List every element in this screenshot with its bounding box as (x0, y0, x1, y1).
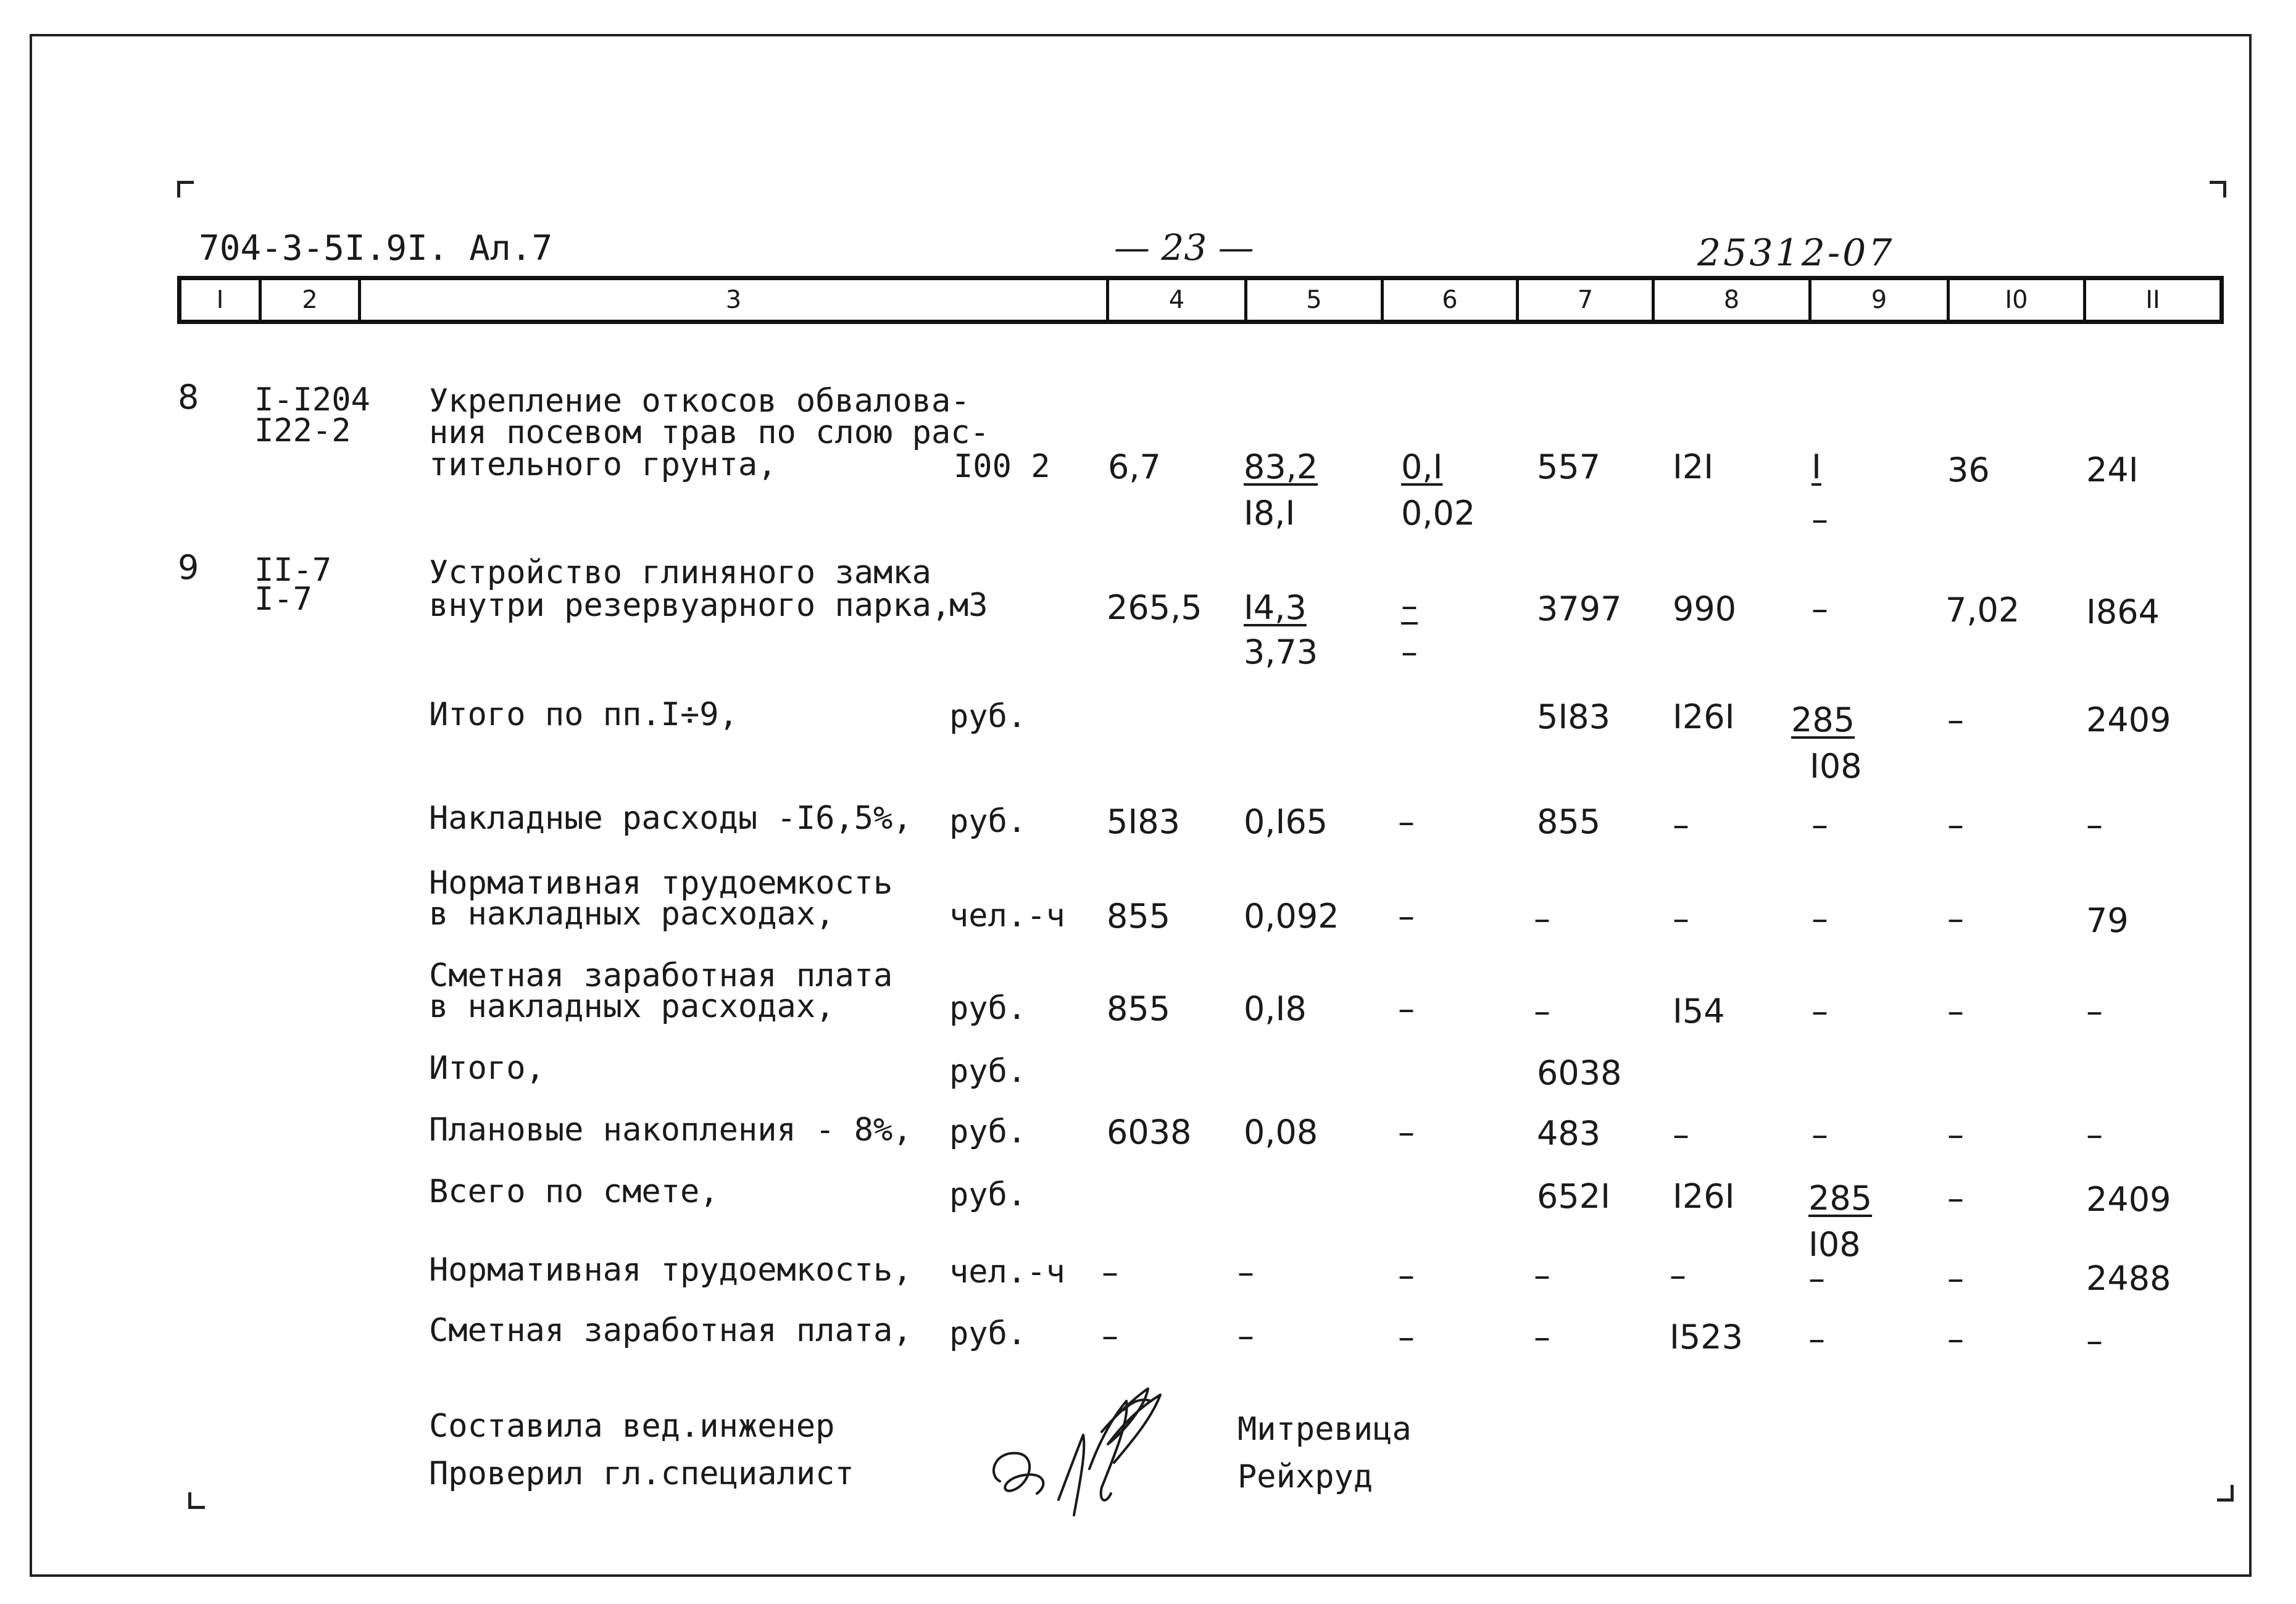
page-number: — 23 — (1114, 226, 1254, 268)
total-unit: руб. (949, 698, 1027, 735)
compiled-by-label: Составила вед.инженер (429, 1408, 835, 1445)
wage-overhead-col-9: – (1811, 992, 1828, 1031)
subtotal-label: Итого, (429, 1050, 545, 1087)
row-9-col-8: 990 (1673, 589, 1737, 628)
total-col-11: 2409 (2086, 700, 2171, 739)
total-col-9-top: 285 (1791, 700, 1855, 739)
row-9-code-1: II-7 (254, 552, 332, 589)
subtotal-col-7: 6038 (1537, 1053, 1622, 1092)
column-header-7: 7 (1519, 280, 1655, 320)
total-col-9-bottom: I08 (1810, 747, 1862, 786)
column-header-8: 8 (1655, 280, 1811, 320)
row-9-unit: м3 (949, 587, 988, 624)
labor-total-col-9: – (1808, 1259, 1825, 1298)
grand-total-col-9-bottom: I08 (1808, 1225, 1861, 1264)
grand-total-col-7: 652I (1537, 1177, 1610, 1216)
overhead-col-8: – (1673, 805, 1689, 844)
labor-overhead-unit: чел.-ч (949, 897, 1065, 934)
document-code: 704-3-5I.9I. Ал.7 (199, 228, 553, 268)
wage-total-col-4: – (1102, 1316, 1118, 1355)
row-8-col-11: 24I (2086, 451, 2139, 489)
labor-overhead-label-2: в накладных расходах, (429, 895, 835, 933)
handwritten-signature (975, 1376, 1197, 1531)
overhead-unit: руб. (949, 803, 1027, 840)
row-9-col-11: I864 (2086, 592, 2160, 631)
row-8-code-2: I22-2 (254, 412, 351, 449)
row-8-col-6-top: 0,I (1401, 447, 1443, 486)
column-header-1: I (181, 280, 262, 320)
labor-overhead-col-6: – (1398, 897, 1415, 936)
subtotal-unit: руб. (949, 1053, 1027, 1090)
planned-col-6: – (1398, 1113, 1415, 1152)
column-header-6: 6 (1384, 280, 1519, 320)
labor-overhead-label-1: Нормативная трудоемкость (429, 865, 893, 902)
wage-overhead-col-5: 0,I8 (1244, 989, 1307, 1028)
row-8-description-2: ния посевом трав по слою рас- (429, 414, 989, 451)
row-9-col-5-top: I4,3 (1244, 588, 1307, 627)
labor-overhead-col-9: – (1811, 899, 1828, 938)
wage-total-col-10: – (1947, 1319, 1964, 1358)
labor-total-col-7: – (1534, 1256, 1550, 1295)
labor-total-col-11: 2488 (2086, 1259, 2171, 1298)
wage-overhead-col-4: 855 (1107, 989, 1171, 1028)
grand-total-col-9-top: 285 (1808, 1179, 1873, 1218)
overhead-col-7: 855 (1537, 802, 1601, 841)
row-9-description-1: Устройство глиняного замка (429, 554, 931, 591)
corner-mark-bottom-left (188, 1492, 205, 1509)
planned-col-9: – (1811, 1115, 1828, 1154)
row-8-code-1: I-I204 (254, 381, 370, 418)
wage-total-col-5: – (1237, 1316, 1254, 1355)
labor-total-col-10: – (1947, 1259, 1964, 1298)
row-8-col-5-bottom: I8,I (1244, 494, 1296, 533)
column-header-5: 5 (1247, 280, 1384, 320)
labor-total-label: Нормативная трудоемкость, (429, 1252, 912, 1289)
column-header-10: I0 (1950, 280, 2086, 320)
planned-col-7: 483 (1537, 1114, 1601, 1153)
wage-total-col-6: – (1398, 1318, 1415, 1357)
total-label: Итого по пп.I÷9, (429, 696, 738, 733)
overhead-col-4: 5I83 (1107, 802, 1180, 841)
wage-overhead-label-1: Сметная заработная плата (429, 957, 893, 994)
overhead-col-5: 0,I65 (1244, 802, 1328, 841)
wage-overhead-col-11: – (2086, 992, 2103, 1031)
column-header-3: 3 (361, 280, 1109, 320)
total-col-7: 5I83 (1537, 697, 1610, 736)
wage-total-col-8: I523 (1670, 1318, 1743, 1357)
row-9-col-4: 265,5 (1107, 588, 1202, 627)
overhead-col-10: – (1947, 805, 1964, 844)
overhead-col-11: – (2086, 805, 2103, 844)
grand-total-col-11: 2409 (2086, 1180, 2171, 1219)
checked-by-name: Рейхруд (1237, 1458, 1373, 1495)
labor-overhead-col-8: – (1673, 899, 1689, 938)
row-8-col-6-bottom: 0,02 (1401, 494, 1476, 533)
row-8-col-9-top: I (1811, 447, 1821, 486)
row-9-col-10: 7,02 (1945, 591, 2020, 630)
total-col-10: – (1947, 700, 1964, 739)
row-9-col-7: 3797 (1537, 589, 1622, 628)
row-9-code-2: I-7 (254, 581, 312, 618)
grand-total-label: Всего по смете, (429, 1173, 719, 1210)
wage-total-col-7: – (1534, 1318, 1550, 1357)
labor-total-col-5: – (1237, 1253, 1254, 1292)
wage-overhead-label-2: в накладных расходах, (429, 988, 835, 1025)
planned-label: Плановые накопления - 8%, (429, 1112, 912, 1149)
row-8-description-1: Укрепление откосов обвалова- (429, 383, 970, 420)
checked-by-label: Проверил гл.специалист (429, 1455, 854, 1492)
column-header-9: 9 (1811, 280, 1950, 320)
row-8-description-3: тительного грунта, (429, 446, 777, 483)
row-9-col-9: – (1811, 589, 1828, 628)
labor-overhead-col-4: 855 (1107, 897, 1171, 936)
row-8-col-4: 6,7 (1108, 447, 1161, 486)
labor-overhead-col-11: 79 (2086, 901, 2129, 940)
row-8-number: 8 (178, 378, 199, 417)
wage-total-col-11: – (2086, 1321, 2103, 1360)
overhead-col-6: – (1398, 802, 1415, 841)
row-8-col-10: 36 (1947, 451, 1990, 489)
document-number: 25312-07 (1697, 231, 1895, 275)
planned-col-10: – (1947, 1115, 1964, 1154)
corner-mark-top-right (2210, 181, 2226, 197)
planned-unit: руб. (949, 1113, 1027, 1150)
column-number-header (177, 276, 2224, 324)
labor-total-col-6: – (1398, 1256, 1415, 1295)
overhead-col-9: – (1811, 805, 1828, 844)
wage-overhead-col-6: – (1398, 989, 1415, 1028)
row-8-col-9-bottom: – (1811, 500, 1828, 539)
compiled-by-name: Митревица (1237, 1411, 1412, 1448)
wage-total-col-9: – (1808, 1319, 1825, 1358)
wage-total-unit: руб. (949, 1315, 1027, 1352)
row-9-number: 9 (178, 548, 199, 587)
planned-col-11: – (2086, 1115, 2103, 1154)
labor-total-unit: чел.-ч (949, 1253, 1065, 1290)
column-header-4: 4 (1109, 280, 1247, 320)
labor-overhead-col-10: – (1947, 899, 1964, 938)
column-header-2: 2 (262, 280, 361, 320)
row-9-description-2: внутри резервуарного парка, (429, 587, 951, 624)
labor-overhead-col-5: 0,092 (1244, 897, 1339, 936)
labor-total-col-4: – (1102, 1253, 1118, 1292)
total-col-8: I26I (1673, 697, 1735, 736)
row-8-unit: I00 2 (954, 448, 1050, 485)
planned-col-5: 0,08 (1244, 1113, 1318, 1152)
wage-overhead-col-8: I54 (1673, 992, 1725, 1031)
corner-mark-bottom-right (2217, 1485, 2234, 1502)
column-header-11: II (2145, 286, 2160, 314)
grand-total-unit: руб. (949, 1176, 1027, 1213)
row-9-col-5-bottom: 3,73 (1244, 633, 1318, 671)
labor-total-col-8: – (1670, 1256, 1686, 1295)
row-8-col-8: I2I (1673, 447, 1714, 486)
wage-total-label: Сметная заработная плата, (429, 1312, 912, 1349)
overhead-label: Накладные расходы -I6,5%, (429, 800, 912, 837)
wage-overhead-col-7: – (1534, 992, 1550, 1031)
grand-total-col-8: I26I (1673, 1177, 1735, 1216)
row-9-col-6-bottom: – (1401, 633, 1418, 671)
corner-mark-top-left (177, 181, 194, 197)
planned-col-4: 6038 (1107, 1113, 1192, 1152)
grand-total-col-10: – (1947, 1179, 1964, 1218)
labor-overhead-col-7: – (1534, 899, 1550, 938)
row-8-col-7: 557 (1537, 447, 1601, 486)
row-8-col-5-top: 83,2 (1244, 447, 1318, 486)
wage-overhead-unit: руб. (949, 990, 1027, 1027)
row-9-col-6-top: – (1401, 586, 1418, 625)
planned-col-8: – (1673, 1115, 1689, 1154)
wage-overhead-col-10: – (1947, 992, 1964, 1031)
